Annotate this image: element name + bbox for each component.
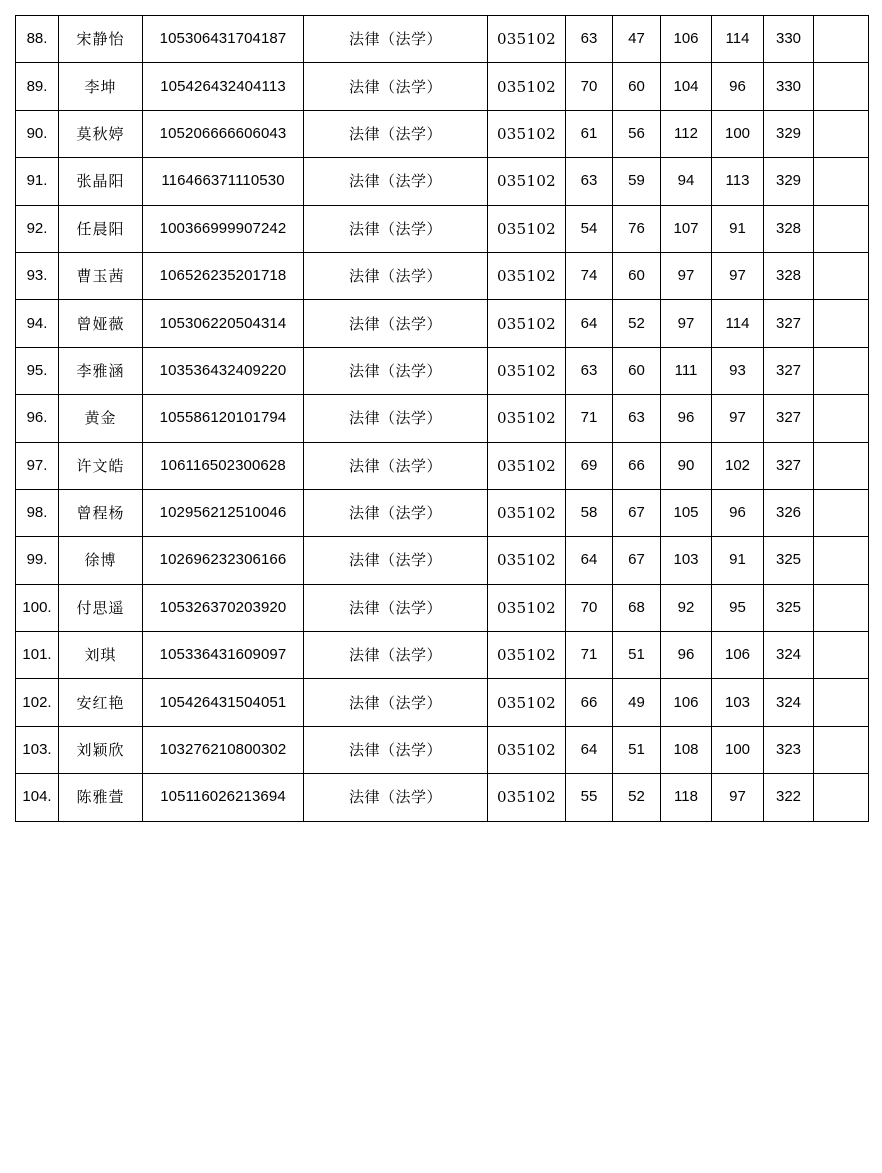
- score-foreign-language: 52: [613, 300, 661, 347]
- candidate-name: 张晶阳: [59, 158, 143, 205]
- major-code: 035102: [488, 110, 566, 157]
- score-table-body: [16, 16, 869, 822]
- score-subject-1: 97: [661, 252, 712, 299]
- score-subject-1: 106: [661, 16, 712, 63]
- note: [814, 632, 869, 679]
- score-total: 330: [764, 16, 814, 63]
- major-code: 035102: [488, 632, 566, 679]
- major-code: 035102: [488, 442, 566, 489]
- score-foreign-language: 67: [613, 489, 661, 536]
- table-row: [16, 584, 869, 631]
- note: [814, 63, 869, 110]
- score-table: [15, 15, 869, 822]
- score-politics: 70: [566, 584, 613, 631]
- score-politics: 64: [566, 537, 613, 584]
- table-row: [16, 774, 869, 821]
- candidate-id: 105116026213694: [143, 774, 304, 821]
- major-code: 035102: [488, 347, 566, 394]
- score-total: 324: [764, 679, 814, 726]
- score-foreign-language: 68: [613, 584, 661, 631]
- major-name: 法律（法学）: [304, 16, 488, 63]
- note: [814, 679, 869, 726]
- major-name: 法律（法学）: [304, 679, 488, 726]
- row-index: 104.: [16, 774, 59, 821]
- row-index: 91.: [16, 158, 59, 205]
- note: [814, 110, 869, 157]
- row-index: 100.: [16, 584, 59, 631]
- candidate-name: 宋静怡: [59, 16, 143, 63]
- note: [814, 300, 869, 347]
- candidate-id: 116466371110530: [143, 158, 304, 205]
- candidate-id: 105586120101794: [143, 395, 304, 442]
- note: [814, 158, 869, 205]
- score-foreign-language: 56: [613, 110, 661, 157]
- score-politics: 63: [566, 347, 613, 394]
- candidate-id: 105426432404113: [143, 63, 304, 110]
- candidate-id: 105206666606043: [143, 110, 304, 157]
- candidate-name: 李雅涵: [59, 347, 143, 394]
- major-name: 法律（法学）: [304, 300, 488, 347]
- score-politics: 54: [566, 205, 613, 252]
- score-politics: 69: [566, 442, 613, 489]
- candidate-id: 102956212510046: [143, 489, 304, 536]
- score-politics: 63: [566, 16, 613, 63]
- score-subject-2: 96: [712, 63, 764, 110]
- score-subject-1: 108: [661, 726, 712, 773]
- score-subject-1: 118: [661, 774, 712, 821]
- score-subject-1: 106: [661, 679, 712, 726]
- candidate-id: 105336431609097: [143, 632, 304, 679]
- score-politics: 66: [566, 679, 613, 726]
- table-row: [16, 158, 869, 205]
- score-politics: 64: [566, 726, 613, 773]
- score-foreign-language: 47: [613, 16, 661, 63]
- major-code: 035102: [488, 395, 566, 442]
- major-name: 法律（法学）: [304, 63, 488, 110]
- candidate-id: 106526235201718: [143, 252, 304, 299]
- table-row: [16, 63, 869, 110]
- table-row: [16, 679, 869, 726]
- candidate-name: 许文皓: [59, 442, 143, 489]
- score-foreign-language: 66: [613, 442, 661, 489]
- score-subject-1: 97: [661, 300, 712, 347]
- score-foreign-language: 51: [613, 726, 661, 773]
- major-name: 法律（法学）: [304, 584, 488, 631]
- score-subject-2: 97: [712, 395, 764, 442]
- major-code: 035102: [488, 774, 566, 821]
- table-row: [16, 726, 869, 773]
- note: [814, 726, 869, 773]
- candidate-id: 105326370203920: [143, 584, 304, 631]
- score-foreign-language: 60: [613, 252, 661, 299]
- score-politics: 71: [566, 395, 613, 442]
- row-index: 90.: [16, 110, 59, 157]
- score-foreign-language: 51: [613, 632, 661, 679]
- major-name: 法律（法学）: [304, 537, 488, 584]
- score-subject-1: 105: [661, 489, 712, 536]
- note: [814, 16, 869, 63]
- major-code: 035102: [488, 63, 566, 110]
- major-code: 035102: [488, 158, 566, 205]
- candidate-name: 曾娅薇: [59, 300, 143, 347]
- candidate-name: 安红艳: [59, 679, 143, 726]
- table-row: [16, 205, 869, 252]
- score-total: 327: [764, 347, 814, 394]
- table-row: [16, 632, 869, 679]
- note: [814, 489, 869, 536]
- major-name: 法律（法学）: [304, 110, 488, 157]
- score-total: 329: [764, 110, 814, 157]
- major-code: 035102: [488, 679, 566, 726]
- row-index: 96.: [16, 395, 59, 442]
- major-code: 035102: [488, 205, 566, 252]
- score-foreign-language: 76: [613, 205, 661, 252]
- table-row: [16, 489, 869, 536]
- row-index: 88.: [16, 16, 59, 63]
- score-total: 324: [764, 632, 814, 679]
- score-subject-1: 90: [661, 442, 712, 489]
- score-subject-1: 92: [661, 584, 712, 631]
- major-code: 035102: [488, 489, 566, 536]
- major-code: 035102: [488, 537, 566, 584]
- score-total: 325: [764, 537, 814, 584]
- score-subject-2: 97: [712, 252, 764, 299]
- note: [814, 395, 869, 442]
- row-index: 97.: [16, 442, 59, 489]
- score-total: 330: [764, 63, 814, 110]
- major-code: 035102: [488, 726, 566, 773]
- major-name: 法律（法学）: [304, 774, 488, 821]
- score-total: 329: [764, 158, 814, 205]
- score-subject-2: 93: [712, 347, 764, 394]
- candidate-name: 曾程杨: [59, 489, 143, 536]
- table-row: [16, 537, 869, 584]
- score-politics: 58: [566, 489, 613, 536]
- score-foreign-language: 52: [613, 774, 661, 821]
- score-subject-2: 114: [712, 300, 764, 347]
- score-subject-1: 107: [661, 205, 712, 252]
- row-index: 95.: [16, 347, 59, 394]
- row-index: 102.: [16, 679, 59, 726]
- candidate-name: 黄金: [59, 395, 143, 442]
- row-index: 92.: [16, 205, 59, 252]
- score-subject-1: 111: [661, 347, 712, 394]
- candidate-name: 刘琪: [59, 632, 143, 679]
- note: [814, 205, 869, 252]
- major-code: 035102: [488, 584, 566, 631]
- note: [814, 347, 869, 394]
- note: [814, 252, 869, 299]
- major-name: 法律（法学）: [304, 632, 488, 679]
- score-subject-2: 100: [712, 726, 764, 773]
- score-politics: 55: [566, 774, 613, 821]
- score-subject-2: 102: [712, 442, 764, 489]
- major-name: 法律（法学）: [304, 347, 488, 394]
- row-index: 89.: [16, 63, 59, 110]
- table-row: [16, 252, 869, 299]
- score-subject-1: 103: [661, 537, 712, 584]
- score-total: 327: [764, 395, 814, 442]
- candidate-name: 付思遥: [59, 584, 143, 631]
- candidate-name: 李坤: [59, 63, 143, 110]
- candidate-id: 103536432409220: [143, 347, 304, 394]
- score-politics: 61: [566, 110, 613, 157]
- candidate-id: 100366999907242: [143, 205, 304, 252]
- score-politics: 70: [566, 63, 613, 110]
- major-code: 035102: [488, 16, 566, 63]
- note: [814, 537, 869, 584]
- major-code: 035102: [488, 300, 566, 347]
- score-subject-1: 96: [661, 632, 712, 679]
- score-total: 325: [764, 584, 814, 631]
- score-subject-2: 103: [712, 679, 764, 726]
- score-foreign-language: 67: [613, 537, 661, 584]
- score-foreign-language: 60: [613, 63, 661, 110]
- score-subject-2: 91: [712, 537, 764, 584]
- score-total: 323: [764, 726, 814, 773]
- score-politics: 63: [566, 158, 613, 205]
- score-subject-2: 106: [712, 632, 764, 679]
- candidate-name: 曹玉茜: [59, 252, 143, 299]
- row-index: 94.: [16, 300, 59, 347]
- score-foreign-language: 59: [613, 158, 661, 205]
- score-subject-2: 113: [712, 158, 764, 205]
- score-subject-1: 112: [661, 110, 712, 157]
- major-name: 法律（法学）: [304, 442, 488, 489]
- major-name: 法律（法学）: [304, 205, 488, 252]
- table-row: [16, 16, 869, 63]
- score-subject-2: 100: [712, 110, 764, 157]
- major-name: 法律（法学）: [304, 252, 488, 299]
- candidate-id: 106116502300628: [143, 442, 304, 489]
- score-total: 328: [764, 252, 814, 299]
- candidate-id: 105306431704187: [143, 16, 304, 63]
- candidate-id: 102696232306166: [143, 537, 304, 584]
- note: [814, 442, 869, 489]
- candidate-name: 陈雅萱: [59, 774, 143, 821]
- row-index: 93.: [16, 252, 59, 299]
- score-total: 326: [764, 489, 814, 536]
- score-foreign-language: 49: [613, 679, 661, 726]
- table-row: [16, 395, 869, 442]
- major-code: 035102: [488, 252, 566, 299]
- major-name: 法律（法学）: [304, 726, 488, 773]
- candidate-name: 任晨阳: [59, 205, 143, 252]
- row-index: 103.: [16, 726, 59, 773]
- major-name: 法律（法学）: [304, 489, 488, 536]
- note: [814, 774, 869, 821]
- score-politics: 74: [566, 252, 613, 299]
- row-index: 98.: [16, 489, 59, 536]
- score-total: 328: [764, 205, 814, 252]
- score-subject-1: 96: [661, 395, 712, 442]
- score-subject-1: 94: [661, 158, 712, 205]
- score-subject-2: 96: [712, 489, 764, 536]
- candidate-name: 刘颖欣: [59, 726, 143, 773]
- candidate-id: 105306220504314: [143, 300, 304, 347]
- score-subject-2: 114: [712, 16, 764, 63]
- score-subject-2: 97: [712, 774, 764, 821]
- major-name: 法律（法学）: [304, 395, 488, 442]
- row-index: 101.: [16, 632, 59, 679]
- table-row: [16, 442, 869, 489]
- major-name: 法律（法学）: [304, 158, 488, 205]
- score-subject-2: 95: [712, 584, 764, 631]
- score-subject-2: 91: [712, 205, 764, 252]
- table-row: [16, 110, 869, 157]
- candidate-name: 徐博: [59, 537, 143, 584]
- note: [814, 584, 869, 631]
- score-subject-1: 104: [661, 63, 712, 110]
- candidate-name: 莫秋婷: [59, 110, 143, 157]
- score-total: 322: [764, 774, 814, 821]
- score-politics: 64: [566, 300, 613, 347]
- candidate-id: 103276210800302: [143, 726, 304, 773]
- score-total: 327: [764, 442, 814, 489]
- score-total: 327: [764, 300, 814, 347]
- score-politics: 71: [566, 632, 613, 679]
- score-foreign-language: 63: [613, 395, 661, 442]
- score-table-container: [15, 15, 868, 822]
- candidate-id: 105426431504051: [143, 679, 304, 726]
- score-foreign-language: 60: [613, 347, 661, 394]
- table-row: [16, 347, 869, 394]
- row-index: 99.: [16, 537, 59, 584]
- table-row: [16, 300, 869, 347]
